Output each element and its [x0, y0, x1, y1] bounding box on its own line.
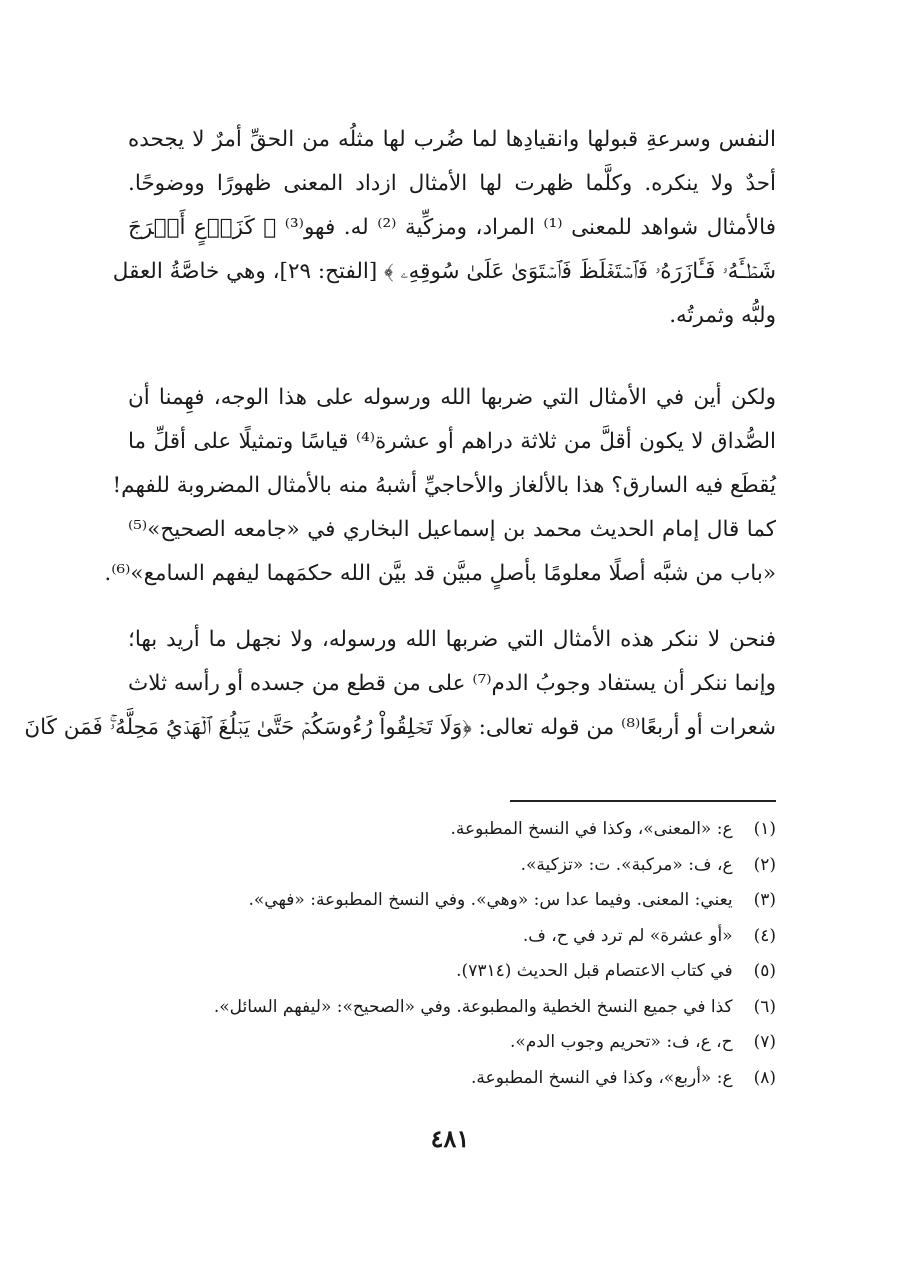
page-number: ٤٨١ [430, 1124, 470, 1153]
text-line: الصُّداق لا يكون أقلَّ من ثلاثة دراهم أو عشرة⁽⁴⁾ قياسًا وتمثيلًا على أقلِّ ما [128, 429, 776, 454]
footnote-item [128, 848, 776, 884]
footnote-number: (٨) [753, 1067, 776, 1088]
paragraph-3 [24, 618, 776, 750]
text-line: يُقطَع فيه السارق؟ هذا بالألغاز والأحاجيِّ أشبهُ منه بالأمثال المضروبة للفهم! [112, 473, 776, 498]
footnote-item [128, 1025, 776, 1061]
text-line: وإنما ننكر أن يستفاد وجوبُ الدم⁽⁷⁾ على من قطع من جسده أو رأسه ثلاث [128, 671, 776, 696]
text-line: النفس وسرعةِ قبولها وانقيادِها لما ضُرب لها مثلُه من الحقِّ أمرٌ لا يجحده [128, 127, 776, 152]
footnote-separator [510, 800, 776, 802]
footnote-number: (٢) [753, 854, 776, 875]
text-line: «باب من شبَّه أصلًا معلومًا بأصلٍ مبيَّن قد بيَّن الله حكمَهما ليفهم السامع»⁽⁶⁾. [104, 561, 776, 586]
quran-verse-line: شَطۡـَٔهُۥ فَـَٔازَرَهُۥ فَٱسۡتَغۡلَظَ فَٱسۡتَوَىٰ عَلَىٰ سُوقِهِۦ ﴾ [الفتح: ٢٩]، وهي خاصَّةُ العقل [112, 259, 776, 284]
footnote-item [128, 883, 776, 919]
footnote-item [128, 990, 776, 1026]
footnote-text: ع: «المعنى»، وكذا في النسخ المطبوعة. [450, 819, 733, 839]
footnote-number: (٧) [753, 1032, 776, 1052]
text-line: فالأمثال شواهد للمعنى ⁽¹⁾ المراد، ومزكِّية ⁽²⁾ له. فهو⁽³⁾ ﴿ كَزَرۡعٍ أَخۡرَجَ [128, 215, 776, 240]
footnote-number: (٤) [753, 925, 776, 946]
footnote-item [128, 919, 776, 955]
text-line: ولبُّه وثمرتُه. [669, 303, 776, 328]
paragraph-1 [112, 118, 776, 338]
text-line: فنحن لا ننكر هذه الأمثال التي ضربها الله ورسوله، ولا نجهل ما أريد بها؛ [128, 627, 776, 652]
footnote-text: في كتاب الاعتصام قبل الحديث (٧٣١٤). [456, 961, 733, 981]
footnote-item [128, 812, 776, 848]
footnote-number: (٦) [753, 996, 776, 1017]
footnote-item [128, 1061, 776, 1097]
footnote-text: كذا في جميع النسخ الخطية والمطبوعة. وفي «الصحيح»: «ليفهم السائل». [213, 996, 733, 1017]
text-line: كما قال إمام الحديث محمد بن إسماعيل البخاري في «جامعه الصحيح»⁽⁵⁾ [128, 517, 776, 542]
footnote-number: (٣) [753, 890, 776, 910]
footnote-text: ع، ف: «مركبة». ت: «تزكية». [520, 854, 733, 875]
footnote-number: (٥) [753, 961, 776, 981]
footnotes [128, 812, 776, 1096]
quran-verse-line: شعرات أو أربعًا⁽⁸⁾ من قوله تعالى: ﴿وَلَا تَحۡلِقُواْ رُءُوسَكُمۡ حَتَّىٰ يَبۡلُغَ ٱلۡهَدۡيُ مَحِلَّهُۥۚ فَمَن كَانَ [24, 715, 776, 740]
footnote-text: «أو عشرة» لم ترد في ح، ف. [522, 925, 733, 946]
footnote-text: يعني: المعنى. وفيما عدا س: «وهي». وفي النسخ المطبوعة: «فهي». [248, 890, 733, 910]
text-line: أحدٌ ولا ينكره. وكلَّما ظهرت لها الأمثال ازداد المعنى ظهورًا ووضوحًا. [128, 171, 776, 196]
footnote-number: (١) [753, 819, 776, 839]
text-line: ولكن أين في الأمثال التي ضربها الله ورسوله على هذا الوجه، فهِمنا أن [128, 385, 776, 410]
footnote-item [128, 954, 776, 990]
footnote-text: ح، ع، ف: «تحريم وجوب الدم». [509, 1032, 733, 1052]
footnote-text: ع: «أربع»، وكذا في النسخ المطبوعة. [471, 1067, 733, 1088]
paragraph-2 [104, 376, 776, 596]
